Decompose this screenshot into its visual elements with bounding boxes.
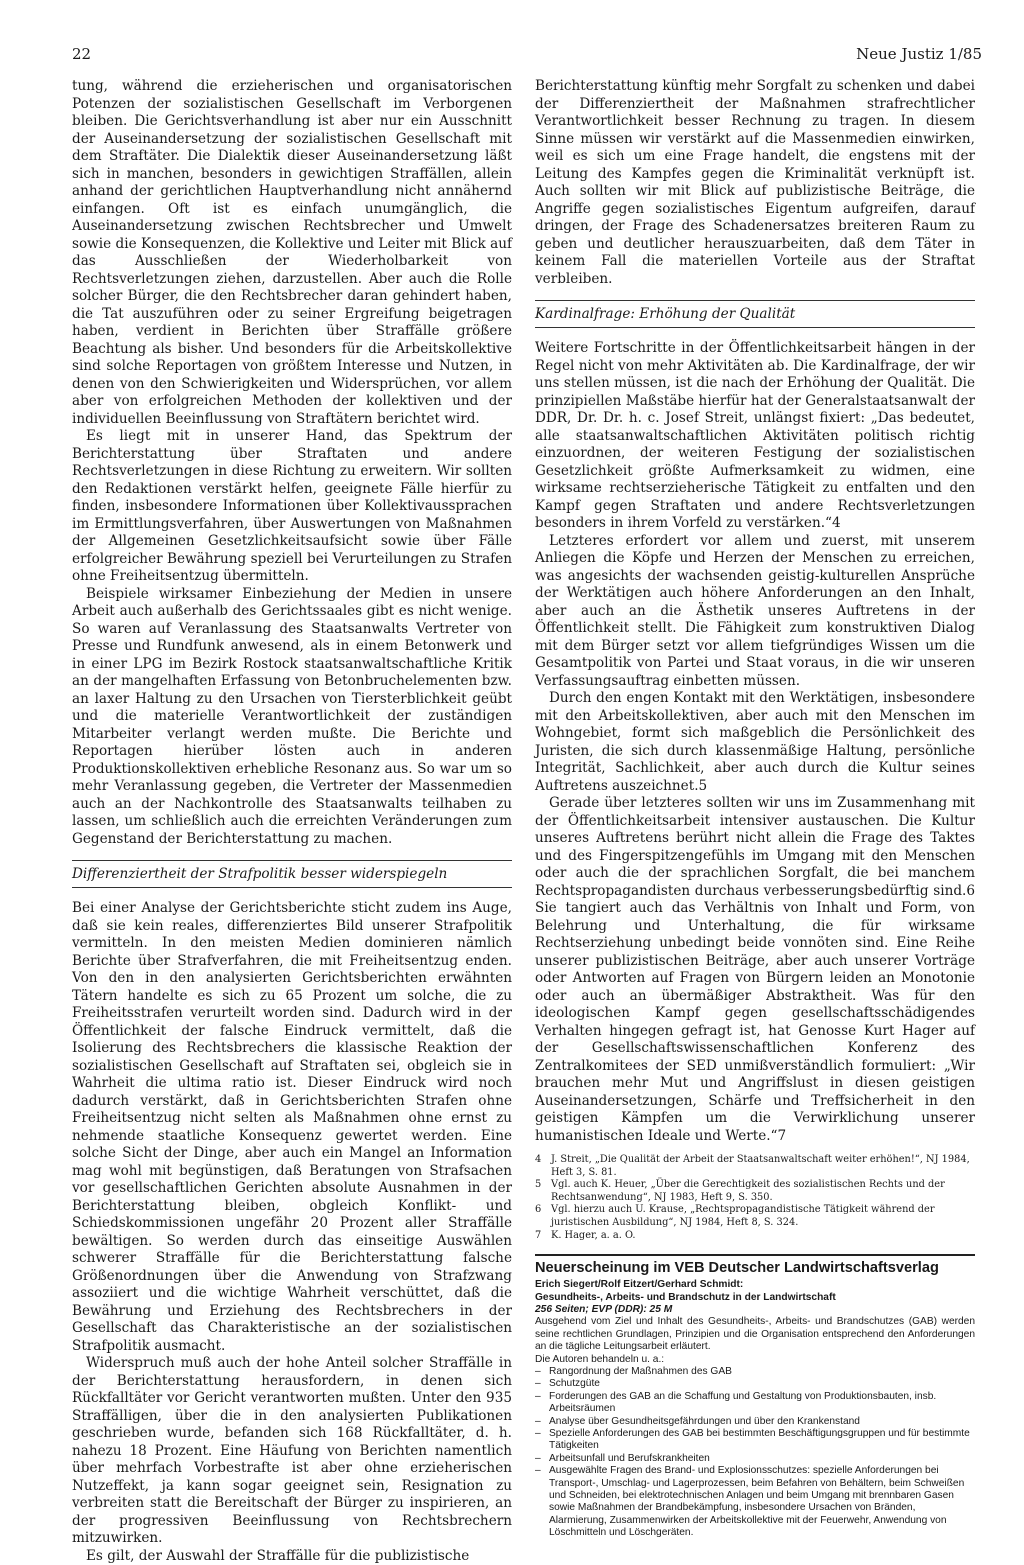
list-item: – Rangordnung der Maßnahmen des GAB (535, 1366, 975, 1378)
right-column (535, 78, 975, 1540)
body-paragraph: Weitere Fortschritte in der Öffentlichkeitsarbeit hängen in der Regel nicht von mehr Aktivitäten ab. Die Kardinalfrage, der wir uns stellen müssen, ist die nach der Erhöhung der Qualität. Die prinzipiellen Maßstäbe hierfür hat der Generalstaatsanwalt der DDR, Dr. Dr. h. c. Josef Streit, unlängst fixiert: „Das bedeutet, alle staatsanwaltschaftlichen Aktivitäten politisch richtig einzuordnen, der weiteren Festigung der sozialistischen Gesetzlichkeit größte Aufmerksamkeit zu widmen, eine wirksame rechtserzieherische Tätigkeit zu entfalten und den Kampf gegen Straftaten und andere Rechtsverletzungen besonders in ihrem Vorfeld zu verstärken.“4 (535, 340, 975, 533)
book-topics-list (535, 1366, 975, 1540)
list-item-text: Arbeitsunfall und Berufskrankheiten (549, 1453, 975, 1465)
footnote (535, 1204, 975, 1229)
body-paragraph: Berichterstattung künftig mehr Sorgfalt zu schenken und dabei der Differenziertheit der Maßnahmen strafrechtlicher Verantwortlichkeit besser Rechnung zu tragen. In diesem Sinne müssen wir verstärkt auf die Massenmedien einwirken, weil es sich um eine Frage handelt, die engstens mit der Leitung des Kampfes gegen die Kriminalität verknüpft ist. Auch sollten wir mit Blick auf publizistische Beiträge, die Angriffe gegen sozialistisches Eigentum aufgreifen, darauf dringen, der Frage des Schadenersatzes breiteren Raum zu geben und deutlicher herauszuarbeiten, daß dem Täter in keinem Fall die materiellen Vorteile aus der Straftat verbleiben. (535, 78, 975, 288)
body-paragraph: Widerspruch muß auch der hohe Anteil solcher Straffälle in der Berichterstattung herausfordern, in denen sich Rückfalltäter vor Gericht verantworten mußten. Unter den 935 Straffälligen, über die in den analysierten Publikationen geschrieben wurde, befanden sich 168 Rückfalltäter, d. h. nahezu 18 Prozent. Eine Häufung von Berichten namentlich über mehrfach Vorbestrafte ist aber ohne erzieherischen Nutzeffekt, ja kann sogar geeignet sein, Resignation zu verbreiten statt die Bereitschaft der Bürger zu inspirieren, an der progressiven Beeinflussung von Rechtsbrechern mitzuwirken. (72, 1355, 512, 1548)
list-item-text: Forderungen des GAB an die Schaffung und Gestaltung von Produktionsbauten, insb. Arbeitsräumen (549, 1391, 975, 1416)
list-item: – Forderungen des GAB an die Schaffung und Gestaltung von Produktionsbauten, insb. Arbeitsräumen (535, 1391, 975, 1416)
footnote (535, 1154, 975, 1179)
book-description: Ausgehend vom Ziel und Inhalt des Gesundheits-, Arbeits- und Brandschutzes (GAB) werden seine rechtlichen Grundlagen, Prinzipien und die Organisation entsprechend den Anforderungen an die tägliche Leitungsarbeit erläutert. (535, 1316, 975, 1353)
list-item: – Ausgewählte Fragen des Brand- und Explosionsschutzes: spezielle Anforderungen bei Transport-, Umschlag- und Lagerprozessen, beim Befahren von Behältern, beim Schweißen und Schneiden, bei elektrotechnischen Anlagen und beim Umgang mit brennbaren Gasen sowie Maßnahmen der Brandbekämpfung, insbesondere Ursachen von Bränden, Alarmierung, Zusammenwirken der Arbeitskollektive mit der Feuerwehr, Anwendung von Löschmitteln und Löschgeräten. (535, 1465, 975, 1539)
body-paragraph: Gerade über letzteres sollten wir uns im Zusammenhang mit der Öffentlichkeitsarbeit intensiver austauschen. Die Kultur unseres Auftretens berührt nicht allein die Frage des Taktes und des Fingerspitzengefühls im Umgang mit den Menschen oder auch die der sprachlichen Sorgfalt, die bei manchem Rechtspropagandisten durchaus verbesserungsbedürftig sind.6 Sie tangiert auch das Verhältnis von Inhalt und Form, von Belehrung und Unterhaltung, die für wirksame Rechtserziehung unbedingt beide vonnöten sind. Eine Reihe unserer publizistischen Beiträge, aber auch unserer Vorträge oder Antworten auf Fragen von Bürgern leiden an Monotonie oder auch an übermäßiger Abstraktheit. Was für den ideologischen Kampf gegen gesellschaftsschädigendes Verhalten hingegen gefragt ist, hat Genosse Kurt Hager auf der Gesellschaftswissenschaftlichen Konferenz des Zentralkomitees der SED unmißverständlich formuliert: „Wir brauchen mehr Mut und Angriffslust in diesen geistigen Auseinandersetzungen, Schärfe und Treffsicherheit in den geistigen Kämpfen um die Verwirklichung unserer humanistischen Ideale und Werte.“7 (535, 795, 975, 1145)
footnotes (535, 1154, 975, 1242)
footnote-text: Vgl. hierzu auch U. Krause, „Rechtspropagandistische Tätigkeit während der juristischen Ausbildung“, NJ 1984, Heft 8, S. 324. (551, 1204, 975, 1229)
footnote-number: 4 (535, 1154, 551, 1179)
footnote-text: J. Streit, „Die Qualität der Arbeit der Staatsanwaltschaft weiter erhöhen!“, NJ 1984, Heft 3, S. 81. (551, 1154, 975, 1179)
section-heading: Kardinalfrage: Erhöhung der Qualität (535, 300, 975, 328)
footnote-text: K. Hager, a. a. O. (551, 1230, 975, 1243)
list-item: – Schutzgüte (535, 1378, 975, 1390)
footnote-text: Vgl. auch K. Heuer, „Über die Gerechtigkeit des sozialistischen Rechts und der Rechtsanwendung“, NJ 1983, Heft 9, S. 350. (551, 1179, 975, 1204)
book-authors: Erich Siegert/Rolf Eitzert/Gerhard Schmidt: (535, 1279, 975, 1291)
book-advertisement (535, 1254, 975, 1540)
journal-issue-header: Neue Justiz 1/85 (856, 45, 982, 63)
list-item: – Arbeitsunfall und Berufskrankheiten (535, 1453, 975, 1465)
body-paragraph: Bei einer Analyse der Gerichtsberichte sticht zudem ins Auge, daß sie kein reales, differenziertes Bild unserer Strafpolitik vermitteln. In den meisten Medien dominieren nämlich Berichte über Strafverfahren, die mit Freiheitsentzug enden. Von den in den analysierten Gerichtsberichten erwähnten Tätern handelte es sich zu 65 Prozent um solche, die zu Freiheitsstrafen verurteilt worden sind. Dadurch wird in der Öffentlichkeit der falsche Eindruck vermittelt, daß die Isolierung des Rechtsbrechers die klassische Reaktion der sozialistischen Gesellschaft auf Straftaten sei, obgleich sie in Wahrheit die ultima ratio ist. Dieser Eindruck wird noch dadurch verstärkt, daß in Gerichtsberichten Strafen ohne Freiheitsentzug nicht selten als Maßnahmen ohne ernst zu nehmende staatliche Konsequenz gewertet werden. Eine solche Sicht der Dinge, aber auch ein Mangel an Information mag wohl mit begünstigen, daß Beratungen von Strafsachen vor gesellschaftlichen Gerichten absolute Ausnahmen in der Berichterstattung bleiben, obgleich Konflikt- und Schiedskommissionen ungefähr 20 Prozent aller Straffälle bewältigen. So werden durch das einseitige Auswählen schwerer Straffälle für die Berichterstattung falsche Größenordnungen über die Anwendung von Strafzwang assoziiert und die wichtige Wahrheit verschüttet, daß die Bewährung und Erziehung des Rechtsbrechers in der Gesellschaft das Charakteristische an der sozialistischen Strafpolitik ausmacht. (72, 900, 512, 1355)
list-item-text: Schutzgüte (549, 1378, 975, 1390)
list-item-text: Ausgewählte Fragen des Brand- und Explosionsschutzes: spezielle Anforderungen bei Transport-, Umschlag- und Lagerprozessen, beim Befahren von Behältern, beim Schweißen und Schneiden, bei elektrotechnischen Anlagen und beim Umgang mit brennbaren Gasen sowie Maßnahmen der Brandbekämpfung, insbesondere Ursachen von Bränden, Alarmierung, Zusammenwirken der Arbeitskollektive mit der Feuerwehr, Anwendung von Löschmitteln und Löschgeräten. (549, 1465, 975, 1539)
page-number: 22 (72, 45, 91, 63)
footnote-number: 6 (535, 1204, 551, 1229)
list-item: – Analyse über Gesundheitsgefährdungen und über den Krankenstand (535, 1416, 975, 1428)
body-paragraph: tung, während die erzieherischen und organisatorischen Potenzen der sozialistischen Gesellschaft im Verborgenen bleiben. Die Gerichtsverhandlung ist aber nur ein Ausschnitt der Auseinandersetzung der sozialistischen Gesellschaft mit dem Straftäter. Die Dialektik dieser Auseinandersetzung läßt sich in manchen, besonders in gewichtigen Straffällen, allein anhand der gerichtlichen Hauptverhandlung nicht annähernd einfangen. Oft ist es einfach unumgänglich, die Auseinandersetzung zwischen Rechtsbrecher und Umwelt sowie die Konsequenzen, die Kollektive und Leiter mit Blick auf das Ausschließen der Wiederholbarkeit von Rechtsverletzungen ziehen, darzustellen. Aber auch die Rolle solcher Bürger, die den Rechtsbrecher daran gehindert haben, die Tat auszuführen oder zu seiner Ergreifung beigetragen haben, verdient in Berichten über Straffälle größere Beachtung als bisher. Und besonders für die Arbeitskollektive sind solche Reportagen von größtem Interesse und Nutzen, in denen von den Schwierigkeiten und Widersprüchen, vor allem aber von erfolgreichen Methoden der kollektiven und der individuellen Beeinflussung von Straftätern berichtet wird. (72, 78, 512, 428)
list-item-text: Analyse über Gesundheitsgefährdungen und über den Krankenstand (549, 1416, 975, 1428)
body-paragraph: Beispiele wirksamer Einbeziehung der Medien in unsere Arbeit auch außerhalb des Gerichtssaales gibt es nicht wenige. So waren auf Veranlassung des Staatsanwalts Vertreter von Presse und Rundfunk anwesend, als in einem Betonwerk und in einer LPG im Bezirk Rostock staatsanwaltschaftliche Kritik an der mangelhaften Erfassung von Betonbruchelementen bzw. an laxer Haltung zu den Ursachen von Tiersterblichkeit geübt und die materielle Verantwortlichkeit der zuständigen Mitarbeiter verlangt werden mußte. Die Berichte und Reportagen hierüber lösten auch in anderen Produktionskollektiven erhebliche Resonanz aus. So war um so mehr Veranlassung gegeben, die Vertreter der Massenmedien auch an der Nachkontrolle des Staatsanwalts teilhaben zu lassen, um schließlich auch die erreichten Veränderungen zum Gegenstand der Berichterstattung zu machen. (72, 586, 512, 849)
book-title: Gesundheits-, Arbeits- und Brandschutz in der Landwirtschaft (535, 1292, 975, 1304)
body-paragraph: Letzteres erfordert vor allem und zuerst, mit unserem Anliegen die Köpfe und Herzen der Menschen zu erreichen, was angesichts der wachsenden geistig-kulturellen Ansprüche der Werktätigen auch höhere Anforderungen an den Inhalt, aber auch an die Ästhetik unseres Auftretens in der Öffentlichkeit stellt. Die Fähigkeit zum konstruktiven Dialog mit dem Bürger setzt vor allem tiefgründiges Wissen um die Gesamtpolitik von Partei und Staat voraus, in die wir unseren Verfassungsauftrag einbetten müssen. (535, 533, 975, 691)
footnote-number: 7 (535, 1230, 551, 1243)
footnote-number: 5 (535, 1179, 551, 1204)
advertisement-heading: Neuerscheinung im VEB Deutscher Landwirtschaftsverlag (535, 1260, 975, 1276)
list-item-text: Rangordnung der Maßnahmen des GAB (549, 1366, 975, 1378)
book-meta: 256 Seiten; EVP (DDR): 25 M (535, 1304, 975, 1316)
body-paragraph: Es liegt mit in unserer Hand, das Spektrum der Berichterstattung über Straftaten und andere Rechtsverletzungen in diese Richtung zu erweitern. Wir sollten den Redaktionen verstärkt helfen, geeignete Fälle hierfür zu finden, insbesondere Informationen über Kollektivaussprachen im Ermittlungsverfahren, über Auswertungen von Maßnahmen der Allgemeinen Gesetzlichkeitsaufsicht sowie über Fälle erfolgreicher Bewährung speziell bei Verurteilungen zu Strafen ohne Freiheitsentzug übermitteln. (72, 428, 512, 586)
section-heading: Differenziertheit der Strafpolitik besser widerspiegeln (72, 860, 512, 888)
footnote (535, 1230, 975, 1243)
list-item-text: Spezielle Anforderungen des GAB bei bestimmten Beschäftigungsgruppen und für bestimmte Tätigkeiten (549, 1428, 975, 1453)
footnote (535, 1179, 975, 1204)
body-paragraph: Es gilt, der Auswahl der Straffälle für die publizistische (72, 1548, 512, 1565)
book-topics-intro: Die Autoren behandeln u. a.: (535, 1354, 975, 1366)
body-paragraph: Durch den engen Kontakt mit den Werktätigen, insbesondere mit den Arbeitskollektiven, aber auch mit den Menschen im Wohngebiet, formt sich maßgeblich die Persönlichkeit des Juristen, die sich durch klassenmäßige Haltung, persönliche Integrität, Sachlichkeit, aber auch durch die Kultur seines Auftretens auszeichnet.5 (535, 690, 975, 795)
left-column (72, 78, 512, 1565)
list-item: – Spezielle Anforderungen des GAB bei bestimmten Beschäftigungsgruppen und für bestimmte Tätigkeiten (535, 1428, 975, 1453)
